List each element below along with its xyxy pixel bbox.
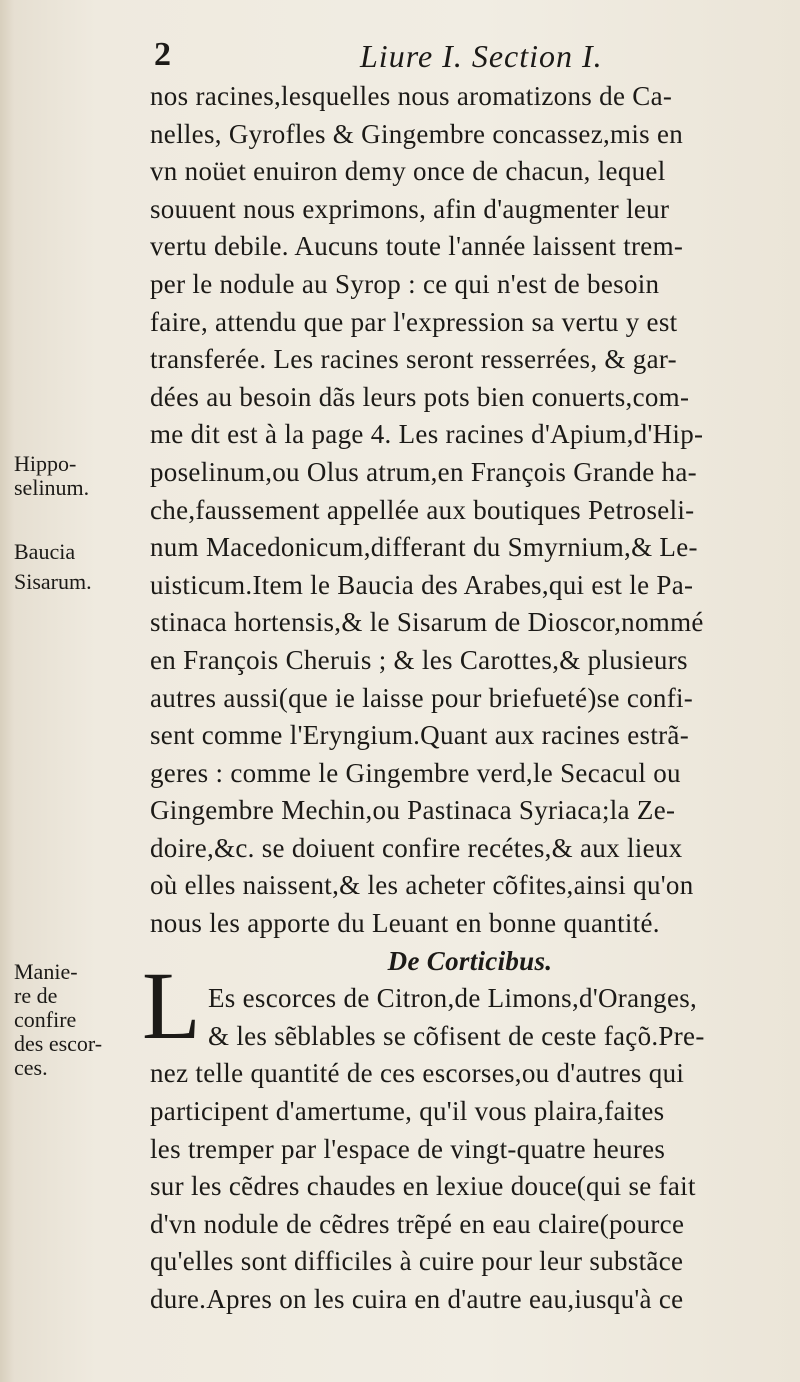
text-line: poselinum,ou Olus atrum,en François Grande ha-	[150, 456, 697, 487]
text-line: participent d'amertume, qu'il vous plaira,faites	[150, 1096, 665, 1127]
text-line: geres : comme le Gingembre verd,le Secacul ou	[150, 757, 681, 788]
text-line: per le nodule au Syrop : ce qui n'est de besoin	[150, 268, 660, 299]
margin-note-line: selinum.	[14, 475, 90, 500]
text-line: faire, attendu que par l'expression sa vertu y est	[150, 306, 678, 337]
text-line: Gingembre Mechin,ou Pastinaca Syriaca;la Ze-	[150, 795, 676, 826]
margin-note-line: ces.	[14, 1055, 48, 1080]
margin-note-line: confire	[14, 1007, 77, 1032]
text-line: doire,&c. se doiuent confire recétes,& aux lieux	[150, 832, 683, 863]
text-line: nos racines,lesquelles nous aromatizons de Ca-	[150, 81, 673, 111]
page-header	[150, 30, 670, 80]
text-line: vn noüet enuiron demy once de chacun, lequel	[150, 156, 666, 187]
page-gutter-shadow	[0, 0, 14, 1382]
text-line: Es escorces de Citron,de Limons,d'Oranges,	[208, 983, 698, 1014]
margin-note-line: des escor-	[14, 1031, 103, 1056]
running-title: Liure I. Section I.	[360, 38, 603, 74]
main-text	[150, 78, 790, 1319]
margin-note-line: Hippo-	[14, 451, 77, 476]
margin-note-sisarum: Sisarum.	[14, 569, 92, 594]
text-line: stinaca hortensis,& le Sisarum de Dioscor,nommé	[150, 607, 704, 638]
drop-cap: L	[142, 952, 201, 1059]
text-line: vertu debile. Aucuns toute l'année laissent trem-	[150, 231, 684, 262]
page-number: 2	[154, 36, 171, 73]
margin-note-line: re de	[14, 983, 58, 1008]
text-line: sur les cẽdres chaudes en lexiue douce(qui se fait	[150, 1171, 696, 1202]
text-line: & les sẽblables se cõfisent de ceste façõ.Pre-	[208, 1020, 705, 1051]
text-line: en François Cheruis ; & les Carottes,& plusieurs	[150, 644, 688, 675]
text-line: nous les apporte du Leuant en bonne quantité.	[150, 908, 660, 939]
text-line: nez telle quantité de ces escorses,ou d'autres qui	[150, 1058, 685, 1089]
text-line: nelles, Gyrofles & Gingembre concassez,mis en	[150, 118, 684, 149]
text-line: dées au besoin dãs leurs pots bien conuerts,com-	[150, 381, 690, 412]
margin-note-hippo	[14, 452, 89, 500]
margin-note-baucia: Baucia	[14, 539, 76, 564]
margin-note-line: Manie-	[14, 959, 78, 984]
text-line: qu'elles sont difficiles à cuire pour leur substãce	[150, 1246, 684, 1277]
text-line: dure.Apres on les cuira en d'autre eau,iusqu'à ce	[150, 1284, 684, 1314]
text-line: sent comme l'Eryngium.Quant aux racines estrã-	[150, 720, 689, 751]
text-line: num Macedonicum,differant du Smyrnium,& Le-	[150, 532, 698, 563]
margin-note-maniere	[14, 960, 102, 1080]
section-heading: De Corticibus.	[387, 945, 553, 976]
text-line: d'vn nodule de cẽdres trẽpé en eau claire(pource	[150, 1208, 685, 1239]
text-line: me dit est à la page 4. Les racines d'Apium,d'Hip-	[150, 419, 704, 450]
text-line: transferée. Les racines seront resserrées, & gar-	[150, 344, 677, 375]
text-line: autres aussi(que ie laisse pour briefueté)se confi-	[150, 682, 694, 713]
text-line: souuent nous exprimons, afin d'augmenter leur	[150, 193, 670, 224]
text-line: che,faussement appellée aux boutiques Petroseli-	[150, 494, 695, 525]
text-line: uisticum.Item le Baucia des Arabes,qui est le Pa-	[150, 569, 694, 600]
text-line: où elles naissent,& les acheter cõfites,ainsi qu'on	[150, 870, 694, 901]
text-line: les tremper par l'espace de vingt-quatre heures	[150, 1133, 666, 1164]
